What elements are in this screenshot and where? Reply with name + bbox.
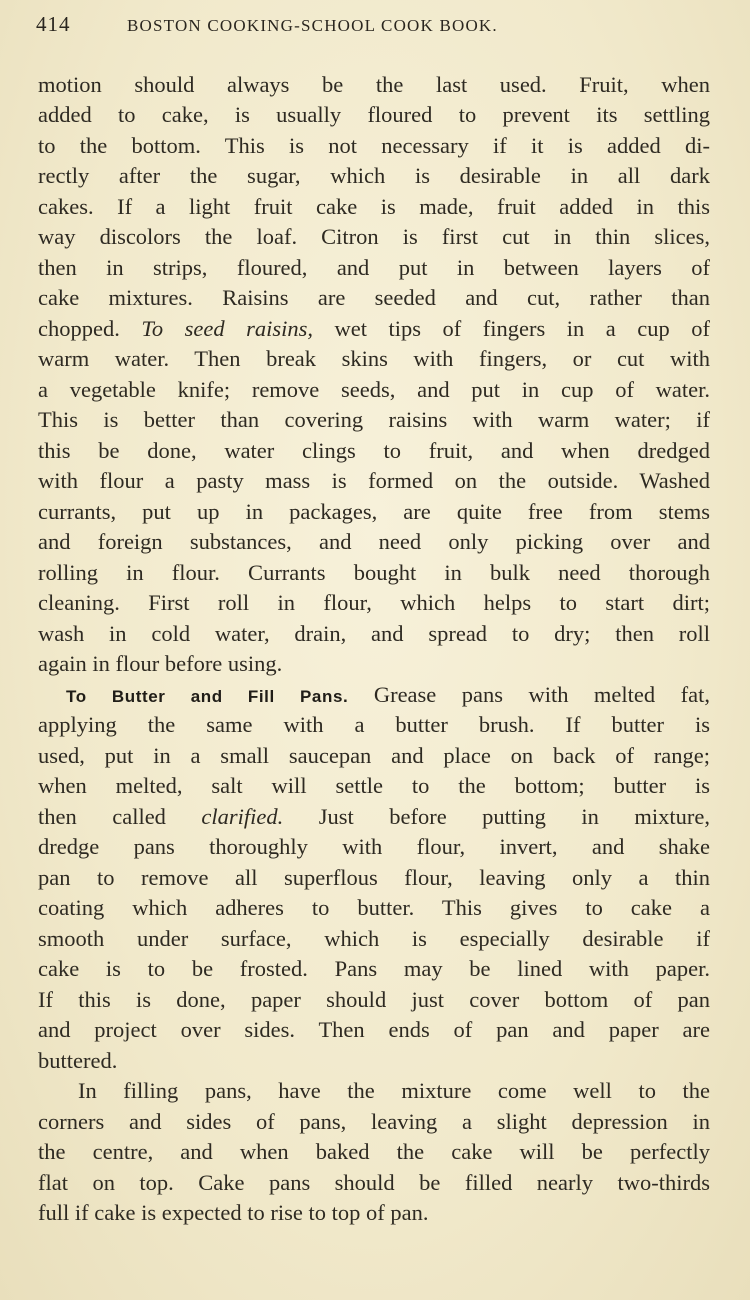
italic-term: To seed raisins, xyxy=(141,316,313,341)
text-line: used, put in a small saucepan and place on back of range; xyxy=(38,743,710,768)
text-line: motion should always be the last used. Fruit, when xyxy=(38,72,710,97)
text-line: cleaning. First roll in flour, which helps to start dirt; xyxy=(38,590,710,615)
text-line: rolling in flour. Currants bought in bulk need thorough xyxy=(38,560,710,585)
text-line: In filling pans, have the mixture come well to the xyxy=(78,1078,710,1103)
text-line: then in strips, floured, and put in between layers of xyxy=(38,255,710,280)
text-line: smooth under surface, which is especially desirable if xyxy=(38,926,710,951)
text-segment: chopped. xyxy=(38,316,142,341)
text-line: dredge pans thoroughly with flour, invert, and shake xyxy=(38,834,710,859)
text-line: and foreign substances, and need only picking over and xyxy=(38,529,710,554)
text-line: applying the same with a butter brush. If butter is xyxy=(38,712,710,737)
text-line: rectly after the sugar, which is desirable in all dark xyxy=(38,163,710,188)
text-line: buttered. xyxy=(38,1048,118,1073)
text-line: the centre, and when baked the cake will be perfectly xyxy=(38,1139,710,1164)
text-line: currants, put up in packages, are quite free from stems xyxy=(38,499,710,524)
text-line: pan to remove all superflous flour, leaving only a thin xyxy=(38,865,710,890)
text-line: This is better than covering raisins with warm water; if xyxy=(38,407,710,432)
text-line: and project over sides. Then ends of pan and paper are xyxy=(38,1017,710,1042)
text-segment: Just before putting in mixture, xyxy=(283,804,710,829)
italic-term: clarified. xyxy=(201,804,284,829)
text-line xyxy=(38,314,710,344)
text-line: warm water. Then break skins with fingers, or cut with xyxy=(38,346,710,371)
text-line: cake mixtures. Raisins are seeded and cut, rather than xyxy=(38,285,710,310)
running-title: BOSTON COOKING-SCHOOL COOK BOOK. xyxy=(127,16,498,35)
text-line: added to cake, is usually floured to prevent its settling xyxy=(38,102,710,127)
text-line: way discolors the loaf. Citron is first cut in thin slices, xyxy=(38,224,710,249)
text-line: full if cake is expected to rise to top of pan. xyxy=(38,1200,429,1225)
text-line: If this is done, paper should just cover bottom of pan xyxy=(38,987,710,1012)
text-line: flat on top. Cake pans should be filled nearly two-thirds xyxy=(38,1170,710,1195)
text-line: cake is to be frosted. Pans may be lined with paper. xyxy=(38,956,710,981)
text-segment: wet tips of fingers in a cup of xyxy=(312,316,711,341)
text-segment: then called xyxy=(38,804,202,829)
text-line: this be done, water clings to fruit, and when dredged xyxy=(38,438,710,463)
page-header xyxy=(36,12,716,46)
text-line: with flour a pasty mass is formed on the outside. Washed xyxy=(38,468,710,493)
text-line: again in flour before using. xyxy=(38,651,283,676)
text-line: corners and sides of pans, leaving a slight depression in xyxy=(38,1109,710,1134)
text-line: to the bottom. This is not necessary if it is added di- xyxy=(38,133,710,158)
text-line: a vegetable knife; remove seeds, and put in cup of water. xyxy=(38,377,710,402)
text-line xyxy=(66,680,710,710)
text-segment: Grease pans with melted fat, xyxy=(348,682,710,707)
page-number: 414 xyxy=(36,12,71,36)
text-line: coating which adheres to butter. This gives to cake a xyxy=(38,895,710,920)
text-line: wash in cold water, drain, and spread to dry; then roll xyxy=(38,621,710,646)
section-heading: To Butter and Fill Pans. xyxy=(66,687,349,706)
text-line: cakes. If a light fruit cake is made, fruit added in this xyxy=(38,194,710,219)
text-line: when melted, salt will settle to the bottom; butter is xyxy=(38,773,710,798)
text-line xyxy=(38,802,710,832)
